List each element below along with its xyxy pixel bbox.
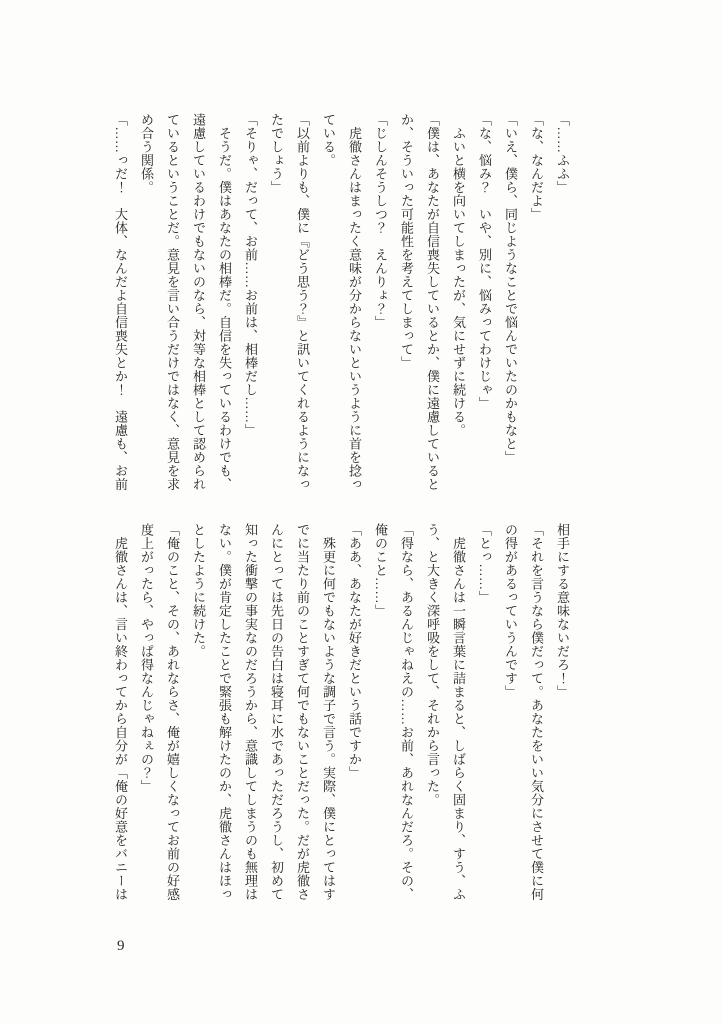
text-line: 「僕は、あなたが自信喪失しているとか、僕に遠慮していると [425,113,440,491]
text-line: 虎徹さんは、言い終わってから自分が「俺の好意をバニーは [113,523,128,901]
text-line: 殊更に何でもないような調子で言う。実際、僕にとってはす [321,523,336,901]
text-line: 「得なら、あるんじゃねえの……お前、あれなんだろ。その、 [399,523,414,901]
text-line: 「俺のこと、その、あれならさ、俺が嬉しくなってお前の好感 [165,523,180,901]
text-line: 「じしんそうしつ？ えんりょ？」 [373,113,388,329]
text-line: 度上がったら、やっぱ得なんじゃねぇの？」 [139,523,154,793]
text-line: 虎徹さんは一瞬言葉に詰まると、しばらく固まり、すう、ふ [451,523,466,901]
text-line: 相手にする意味ないだろ！」 [555,523,570,699]
text-line: 「……ふふ」 [555,113,570,194]
text-line: たでしょう」 [269,113,284,194]
text-line: 「ああ、あなたが好きだという話ですか」 [347,523,362,780]
text-line: 「な、悩み？ いや、別に、悩みってわけじゃ」 [477,113,492,410]
top-text-block [95,113,575,499]
text-line: 俺のこと……」 [373,523,388,618]
text-line: か、そういった可能性を考えてしまって」 [399,113,414,370]
text-line: 「とっ……」 [477,523,492,604]
text-line: んにとっては先日の告白は寝耳に水であっただろうし、初めて [269,523,284,901]
text-line: 「それを言うなら僕だって。あなたをいい気分にさせて僕に何 [529,523,544,901]
text-line: 「……っだ！ 大体、なんだよ自信喪失とか！ 遠慮も、お前 [113,113,128,491]
text-line: う、と大きく深呼吸をして、それから言った。 [425,523,440,807]
text-line: 「以前よりも、僕に『どう思う？』と訊いてくれるようになっ [295,113,310,491]
text-line: 「いえ、僕ら、同じようなことで悩んでいたのかもなと」 [503,113,518,464]
text-line: ない。僕が肯定したことで緊張も解けたのか、虎徹さんはほっ [217,523,232,901]
text-line: ている。 [321,113,336,167]
text-line: め合う関係。 [139,113,154,194]
text-line: としたように続けた。 [191,523,206,658]
text-line: の得があるっていうんです」 [503,523,518,699]
text-line: ているということだ。意見を言い合うだけではなく、意見を求 [165,113,180,491]
text-line: 知った衝撃の事実なのだろうから、意識してしまうのも無理は [243,523,258,901]
text-line: そうだ。僕はあなたの相棒だ。自信を失っているわけでも、 [217,113,232,491]
text-line: 「な、なんだよ」 [529,113,544,221]
bottom-text-block [95,523,575,909]
text-line: ふいと横を向いてしまったが、気にせずに続ける。 [451,113,466,437]
text-line: 「そりゃ、だって、お前……お前は、相棒だし……」 [243,113,258,437]
page-number: 9 [117,938,125,954]
text-line: でに当たり前のことすぎて何でもないことだった。だが虎徹さ [295,523,310,901]
text-line: 遠慮しているわけでもないのなら、対等な相棒として認められ [191,113,206,491]
text-line: 虎徹さんはまったく意味が分からないというように首を捻っ [347,113,362,491]
